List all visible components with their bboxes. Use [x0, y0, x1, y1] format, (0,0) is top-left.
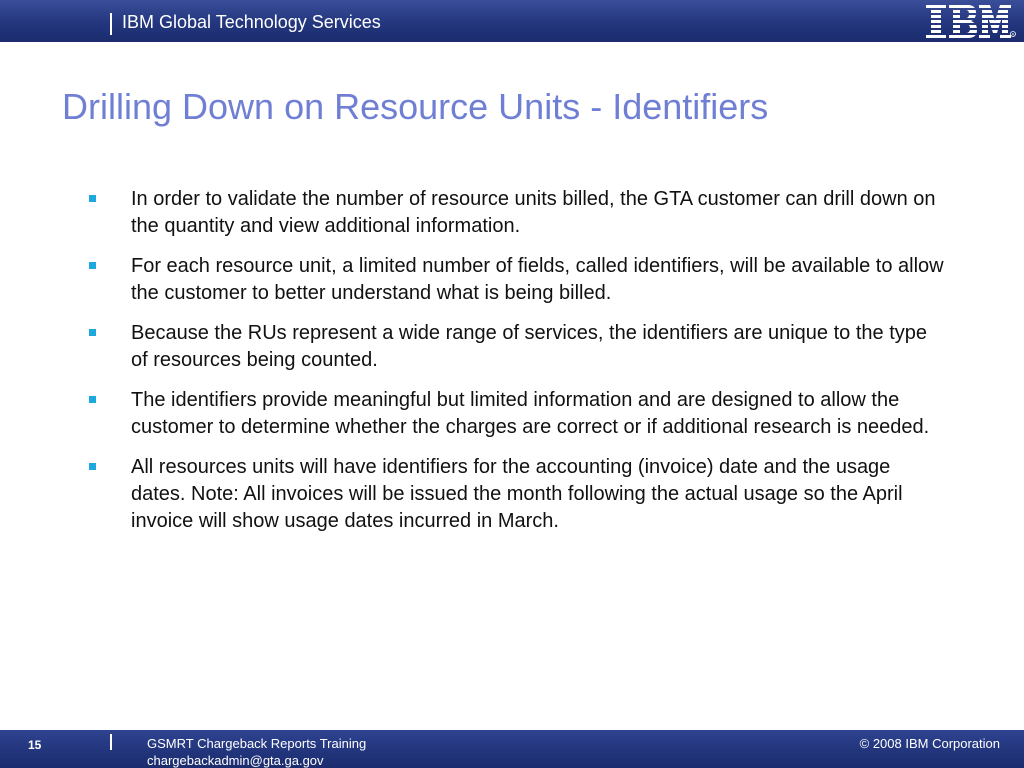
bullet-text: The identifiers provide meaningful but limited information and are designed to allow the customer to determine whether the charges are correct or if additional research is needed. — [131, 389, 930, 438]
bullet-square-icon — [89, 329, 96, 336]
bullet-text: Because the RUs represent a wide range of services, the identifiers are unique to the type of resources being counted. — [131, 322, 928, 371]
bullet-item — [88, 454, 948, 535]
bullet-text: For each resource unit, a limited number of fields, called identifiers, will be available to allow the customer to better understand what is being billed. — [131, 255, 944, 304]
bullet-item — [88, 253, 948, 307]
bullet-list — [88, 186, 948, 548]
bullet-item — [88, 186, 948, 240]
bullet-text: All resources units will have identifiers for the accounting (invoice) date and the usage dates. Note: All invoices will be issued the month following the actual usage so the April invoice will show usage dates incurred in March. — [131, 456, 903, 532]
footer-separator — [110, 734, 112, 750]
footer-bar — [0, 730, 1024, 768]
bullet-item — [88, 320, 948, 374]
footer-email: chargebackadmin@gta.ga.gov — [147, 753, 324, 768]
ibm-logo-icon — [924, 3, 1016, 39]
header-bar — [0, 0, 1024, 42]
header-separator — [110, 13, 112, 35]
header-title: IBM Global Technology Services — [122, 12, 381, 32]
bullet-square-icon — [89, 396, 96, 403]
bullet-square-icon — [89, 195, 96, 202]
footer-course-title: GSMRT Chargeback Reports Training — [147, 736, 367, 751]
slide-title: Drilling Down on Resource Units - Identifiers — [62, 86, 769, 127]
page-number: 15 — [28, 738, 42, 752]
svg-text:R: R — [1011, 32, 1015, 37]
bullet-square-icon — [89, 262, 96, 269]
bullet-square-icon — [89, 463, 96, 470]
bullet-item — [88, 387, 948, 441]
copyright-notice: © 2008 IBM Corporation — [859, 736, 1000, 751]
bullet-text: In order to validate the number of resource units billed, the GTA customer can drill down on the quantity and view additional information. — [131, 188, 936, 237]
